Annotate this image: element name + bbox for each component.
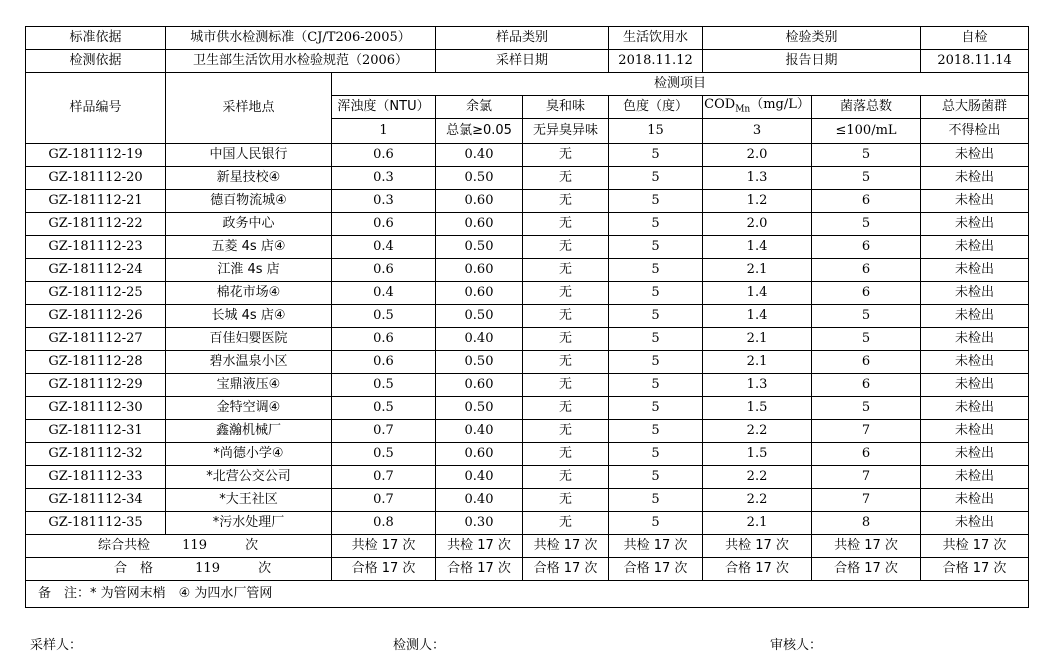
- sample-id: GZ-181112-25: [26, 282, 166, 305]
- summary-pass-value: 119: [195, 561, 220, 576]
- sample-location: 金特空调④: [166, 397, 332, 420]
- odor-value: 无: [523, 489, 609, 512]
- cod-value: 1.5: [703, 397, 812, 420]
- bacteria-value: 7: [812, 466, 921, 489]
- table-row: [26, 489, 1029, 512]
- sample-id: GZ-181112-23: [26, 236, 166, 259]
- sample-location: 新星技校④: [166, 167, 332, 190]
- turbidity-value: 0.3: [332, 190, 436, 213]
- odor-value: 无: [523, 282, 609, 305]
- coliform-value: 未检出: [921, 374, 1029, 397]
- col-sample-no: 样品编号: [26, 73, 166, 144]
- turbidity-value: 0.4: [332, 282, 436, 305]
- bacteria-value: 6: [812, 351, 921, 374]
- sample-id: GZ-181112-34: [26, 489, 166, 512]
- cod-subscript: Mn: [735, 104, 751, 115]
- odor-value: 无: [523, 167, 609, 190]
- coliform-value: 未检出: [921, 351, 1029, 374]
- sample-location: 江淮 4s 店: [166, 259, 332, 282]
- table-row: [26, 420, 1029, 443]
- turbidity-value: 0.6: [332, 351, 436, 374]
- sample-id: GZ-181112-20: [26, 167, 166, 190]
- color-value: 5: [609, 351, 703, 374]
- chlorine-value: 0.60: [436, 213, 523, 236]
- col-cod: [703, 96, 812, 119]
- bacteria-value: 6: [812, 236, 921, 259]
- sampling-date-label: 采样日期: [436, 50, 609, 73]
- sample-location: 棉花市场④: [166, 282, 332, 305]
- sample-location: *北营公交公司: [166, 466, 332, 489]
- sample-id: GZ-181112-22: [26, 213, 166, 236]
- odor-value: 无: [523, 213, 609, 236]
- chlorine-value: 0.50: [436, 305, 523, 328]
- color-value: 5: [609, 489, 703, 512]
- col-bacteria: 菌落总数: [812, 96, 921, 119]
- sample-id: GZ-181112-28: [26, 351, 166, 374]
- summary-pass-label: 合 格: [114, 561, 154, 576]
- color-value: 5: [609, 190, 703, 213]
- chlorine-value: 0.40: [436, 144, 523, 167]
- color-value: 5: [609, 397, 703, 420]
- table-row: [26, 351, 1029, 374]
- odor-value: 无: [523, 397, 609, 420]
- chlorine-value: 0.40: [436, 466, 523, 489]
- summary-pass-coliform: 合格 17 次: [921, 558, 1029, 581]
- odor-value: 无: [523, 144, 609, 167]
- sampler-signature-label: 采样人：: [30, 638, 83, 653]
- chlorine-value: 0.40: [436, 420, 523, 443]
- sample-location: *大王社区: [166, 489, 332, 512]
- turbidity-value: 0.6: [332, 213, 436, 236]
- coliform-value: 未检出: [921, 397, 1029, 420]
- table-row: [26, 144, 1029, 167]
- summary-pass-unit: 次: [258, 561, 272, 576]
- cod-value: 2.2: [703, 420, 812, 443]
- col-turbidity: 浑浊度（NTU）: [332, 96, 436, 119]
- color-value: 5: [609, 167, 703, 190]
- bacteria-value: 6: [812, 259, 921, 282]
- summary-total-bacteria: 共检 17 次: [812, 535, 921, 558]
- test-type-label: 检验类别: [703, 27, 921, 50]
- summary-total-coliform: 共检 17 次: [921, 535, 1029, 558]
- turbidity-value: 0.6: [332, 328, 436, 351]
- coliform-value: 未检出: [921, 466, 1029, 489]
- data-rows: [26, 144, 1029, 535]
- note-text: 备 注：* 为管网末梢 ④ 为四水厂管网: [26, 581, 1029, 608]
- color-value: 5: [609, 374, 703, 397]
- coliform-value: 未检出: [921, 282, 1029, 305]
- color-value: 5: [609, 213, 703, 236]
- summary-total-color: 共检 17 次: [609, 535, 703, 558]
- turbidity-value: 0.7: [332, 466, 436, 489]
- summary-pass-color: 合格 17 次: [609, 558, 703, 581]
- column-group-row: [26, 73, 1029, 96]
- limit-coliform: 不得检出: [921, 119, 1029, 144]
- cod-suffix: （mg/L）: [750, 96, 810, 112]
- sample-location: 宝鼎液压④: [166, 374, 332, 397]
- sample-id: GZ-181112-26: [26, 305, 166, 328]
- turbidity-value: 0.4: [332, 236, 436, 259]
- table-row: [26, 374, 1029, 397]
- cod-value: 1.5: [703, 443, 812, 466]
- color-value: 5: [609, 305, 703, 328]
- turbidity-value: 0.6: [332, 144, 436, 167]
- odor-value: 无: [523, 305, 609, 328]
- table-row: [26, 512, 1029, 535]
- sample-id: GZ-181112-35: [26, 512, 166, 535]
- standard-value: 城市供水检测标准（CJ/T206-2005）: [166, 27, 436, 50]
- coliform-value: 未检出: [921, 328, 1029, 351]
- turbidity-value: 0.5: [332, 374, 436, 397]
- odor-value: 无: [523, 420, 609, 443]
- bacteria-value: 5: [812, 397, 921, 420]
- table-row: [26, 328, 1029, 351]
- sample-location: 百佳妇婴医院: [166, 328, 332, 351]
- limit-color: 15: [609, 119, 703, 144]
- bacteria-value: 5: [812, 328, 921, 351]
- coliform-value: 未检出: [921, 167, 1029, 190]
- chlorine-value: 0.50: [436, 397, 523, 420]
- turbidity-value: 0.5: [332, 305, 436, 328]
- chlorine-value: 0.60: [436, 259, 523, 282]
- sample-type-label: 样品类别: [436, 27, 609, 50]
- cod-value: 1.4: [703, 282, 812, 305]
- cod-value: 1.3: [703, 374, 812, 397]
- chlorine-value: 0.40: [436, 489, 523, 512]
- cod-value: 2.0: [703, 213, 812, 236]
- odor-value: 无: [523, 236, 609, 259]
- summary-total-chlorine: 共检 17 次: [436, 535, 523, 558]
- table-row: [26, 305, 1029, 328]
- odor-value: 无: [523, 351, 609, 374]
- chlorine-value: 0.60: [436, 443, 523, 466]
- turbidity-value: 0.7: [332, 489, 436, 512]
- summary-total-odor: 共检 17 次: [523, 535, 609, 558]
- summary-pass-odor: 合格 17 次: [523, 558, 609, 581]
- cod-value: 1.3: [703, 167, 812, 190]
- cod-value: 2.1: [703, 351, 812, 374]
- table-row: [26, 167, 1029, 190]
- method-value: 卫生部生活饮用水检验规范（2006）: [166, 50, 436, 73]
- bacteria-value: 7: [812, 420, 921, 443]
- summary-total-label: 综合共检: [98, 538, 151, 553]
- coliform-value: 未检出: [921, 443, 1029, 466]
- summary-pass-chlorine: 合格 17 次: [436, 558, 523, 581]
- coliform-value: 未检出: [921, 144, 1029, 167]
- sample-location: *污水处理厂: [166, 512, 332, 535]
- coliform-value: 未检出: [921, 489, 1029, 512]
- cod-value: 1.4: [703, 236, 812, 259]
- table-row: [26, 466, 1029, 489]
- turbidity-value: 0.8: [332, 512, 436, 535]
- color-value: 5: [609, 420, 703, 443]
- cod-value: 1.2: [703, 190, 812, 213]
- coliform-value: 未检出: [921, 512, 1029, 535]
- cod-value: 2.2: [703, 466, 812, 489]
- col-chlorine: 余氯: [436, 96, 523, 119]
- summary-pass-bacteria: 合格 17 次: [812, 558, 921, 581]
- coliform-value: 未检出: [921, 213, 1029, 236]
- bacteria-value: 5: [812, 305, 921, 328]
- table-row: [26, 282, 1029, 305]
- bacteria-value: 6: [812, 190, 921, 213]
- col-location: 采样地点: [166, 73, 332, 144]
- table-row: [26, 259, 1029, 282]
- sample-id: GZ-181112-19: [26, 144, 166, 167]
- summary-total-value: 119: [182, 538, 207, 553]
- test-type-value: 自检: [921, 27, 1029, 50]
- turbidity-value: 0.3: [332, 167, 436, 190]
- sample-location: 中国人民银行: [166, 144, 332, 167]
- turbidity-value: 0.5: [332, 397, 436, 420]
- summary-total-cell: [26, 535, 332, 558]
- water-quality-report-table: [25, 26, 1029, 608]
- chlorine-value: 0.60: [436, 374, 523, 397]
- col-items-group: 检测项目: [332, 73, 1029, 96]
- cod-value: 2.2: [703, 489, 812, 512]
- header-row-method: [26, 50, 1029, 73]
- cod-value: 2.1: [703, 512, 812, 535]
- chlorine-value: 0.60: [436, 282, 523, 305]
- bacteria-value: 5: [812, 167, 921, 190]
- note-row: [26, 581, 1029, 608]
- sample-location: 鑫瀚机械厂: [166, 420, 332, 443]
- odor-value: 无: [523, 259, 609, 282]
- limit-chlorine: 总氯≥0.05: [436, 119, 523, 144]
- chlorine-value: 0.60: [436, 190, 523, 213]
- cod-value: 2.1: [703, 259, 812, 282]
- sample-id: GZ-181112-32: [26, 443, 166, 466]
- table-row: [26, 213, 1029, 236]
- col-color: 色度（度）: [609, 96, 703, 119]
- chlorine-value: 0.50: [436, 167, 523, 190]
- summary-total-cod: 共检 17 次: [703, 535, 812, 558]
- summary-total-row: [26, 535, 1029, 558]
- table-row: [26, 236, 1029, 259]
- cod-value: 1.4: [703, 305, 812, 328]
- header-row-standard: [26, 27, 1029, 50]
- chlorine-value: 0.40: [436, 328, 523, 351]
- sample-location: 五菱 4s 店④: [166, 236, 332, 259]
- color-value: 5: [609, 144, 703, 167]
- summary-total-turbidity: 共检 17 次: [332, 535, 436, 558]
- bacteria-value: 6: [812, 282, 921, 305]
- sample-location: *尚德小学④: [166, 443, 332, 466]
- tester-signature-label: 检测人：: [393, 638, 446, 653]
- standard-label: 标准依据: [26, 27, 166, 50]
- odor-value: 无: [523, 374, 609, 397]
- method-label: 检测依据: [26, 50, 166, 73]
- turbidity-value: 0.6: [332, 259, 436, 282]
- chlorine-value: 0.30: [436, 512, 523, 535]
- summary-pass-turbidity: 合格 17 次: [332, 558, 436, 581]
- col-coliform: 总大肠菌群: [921, 96, 1029, 119]
- cod-value: 2.1: [703, 328, 812, 351]
- odor-value: 无: [523, 512, 609, 535]
- coliform-value: 未检出: [921, 305, 1029, 328]
- table-row: [26, 397, 1029, 420]
- turbidity-value: 0.7: [332, 420, 436, 443]
- sample-id: GZ-181112-30: [26, 397, 166, 420]
- sample-id: GZ-181112-29: [26, 374, 166, 397]
- color-value: 5: [609, 443, 703, 466]
- coliform-value: 未检出: [921, 420, 1029, 443]
- odor-value: 无: [523, 466, 609, 489]
- limit-cod: 3: [703, 119, 812, 144]
- summary-pass-row: [26, 558, 1029, 581]
- table-row: [26, 443, 1029, 466]
- col-odor: 臭和味: [523, 96, 609, 119]
- sample-id: GZ-181112-27: [26, 328, 166, 351]
- cod-prefix: COD: [704, 96, 736, 112]
- sample-location: 德百物流城④: [166, 190, 332, 213]
- odor-value: 无: [523, 328, 609, 351]
- turbidity-value: 0.5: [332, 443, 436, 466]
- coliform-value: 未检出: [921, 259, 1029, 282]
- odor-value: 无: [523, 443, 609, 466]
- sample-location: 政务中心: [166, 213, 332, 236]
- sample-location: 长城 4s 店④: [166, 305, 332, 328]
- bacteria-value: 5: [812, 144, 921, 167]
- summary-pass-cell: [26, 558, 332, 581]
- limit-bacteria: ≤100/mL: [812, 119, 921, 144]
- sample-id: GZ-181112-24: [26, 259, 166, 282]
- odor-value: 无: [523, 190, 609, 213]
- color-value: 5: [609, 512, 703, 535]
- color-value: 5: [609, 282, 703, 305]
- bacteria-value: 5: [812, 213, 921, 236]
- color-value: 5: [609, 466, 703, 489]
- bacteria-value: 6: [812, 443, 921, 466]
- coliform-value: 未检出: [921, 190, 1029, 213]
- chlorine-value: 0.50: [436, 351, 523, 374]
- reviewer-signature-label: 审核人：: [770, 638, 823, 653]
- sample-id: GZ-181112-31: [26, 420, 166, 443]
- chlorine-value: 0.50: [436, 236, 523, 259]
- coliform-value: 未检出: [921, 236, 1029, 259]
- bacteria-value: 7: [812, 489, 921, 512]
- sample-type-value: 生活饮用水: [609, 27, 703, 50]
- table-row: [26, 190, 1029, 213]
- report-date-value: 2018.11.14: [921, 50, 1029, 73]
- summary-pass-cod: 合格 17 次: [703, 558, 812, 581]
- summary-total-unit: 次: [245, 538, 259, 553]
- limit-turbidity: 1: [332, 119, 436, 144]
- report-date-label: 报告日期: [703, 50, 921, 73]
- bacteria-value: 6: [812, 374, 921, 397]
- sample-id: GZ-181112-21: [26, 190, 166, 213]
- color-value: 5: [609, 328, 703, 351]
- color-value: 5: [609, 236, 703, 259]
- cod-value: 2.0: [703, 144, 812, 167]
- sample-location: 碧水温泉小区: [166, 351, 332, 374]
- bacteria-value: 8: [812, 512, 921, 535]
- color-value: 5: [609, 259, 703, 282]
- sample-id: GZ-181112-33: [26, 466, 166, 489]
- sampling-date-value: 2018.11.12: [609, 50, 703, 73]
- limit-odor: 无异臭异味: [523, 119, 609, 144]
